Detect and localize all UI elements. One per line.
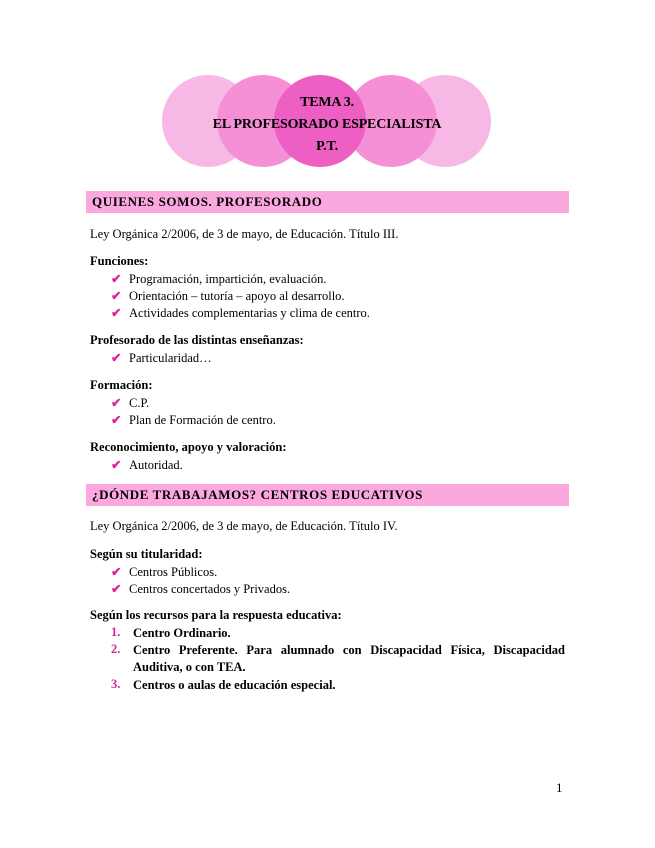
law-reference-2: Ley Orgánica 2/2006, de 3 de mayo, de Educación. Título IV. [90, 519, 398, 533]
numbered-item-3-text: Centros o aulas de educación especial. [133, 678, 336, 692]
title-line-3: P.T. [316, 139, 338, 154]
numbered-item-2: 2. [111, 642, 121, 656]
check-icon: ✔ [111, 413, 122, 427]
list-item: ✔ Programación, impartición, evaluación. [111, 272, 327, 286]
check-icon: ✔ [111, 306, 122, 320]
numbered-item-2-text: Centro Preferente. Para alumnado con Discapacidad Física, Discapacidad Auditiva, o con TEA. [133, 643, 565, 674]
numbered-item-1: 1. [111, 625, 121, 639]
section-heading-quienes-somos: QUIENES SOMOS. PROFESORADO [86, 191, 569, 213]
list-item: ✔ C.P. [111, 396, 150, 410]
check-icon: ✔ [111, 396, 122, 410]
list-item: ✔ Particularidad… [111, 351, 212, 365]
check-icon: ✔ [111, 565, 122, 579]
check-icon: ✔ [111, 458, 122, 472]
reconocimiento-label: Reconocimiento, apoyo y valoración: [90, 440, 287, 454]
check-icon: ✔ [111, 582, 122, 596]
list-item: ✔ Centros concertados y Privados. [111, 582, 291, 596]
document-title [162, 92, 492, 158]
title-line-1: TEMA 3. [300, 95, 354, 110]
list-item: ✔ Centros Públicos. [111, 565, 218, 579]
check-icon: ✔ [111, 289, 122, 303]
funciones-label: Funciones: [90, 254, 149, 268]
titularidad-label: Según su titularidad: [90, 547, 203, 561]
list-item: ✔ Actividades complementarias y clima de centro. [111, 306, 370, 320]
numbered-item-1-text: Centro Ordinario. [133, 626, 231, 640]
page-number: 1 [556, 780, 563, 795]
check-icon: ✔ [111, 272, 122, 286]
recursos-label: Según los recursos para la respuesta educativa: [90, 608, 342, 622]
profesorado-label: Profesorado de las distintas enseñanzas: [90, 333, 304, 347]
title-line-2: EL PROFESORADO ESPECIALISTA [212, 117, 442, 132]
numbered-item-3: 3. [111, 677, 121, 691]
list-item: ✔ Orientación – tutoría – apoyo al desarrollo. [111, 289, 345, 303]
list-item: ✔ Plan de Formación de centro. [111, 413, 276, 427]
law-reference-1: Ley Orgánica 2/2006, de 3 de mayo, de Educación. Título III. [90, 227, 399, 241]
check-icon: ✔ [111, 351, 122, 365]
formacion-label: Formación: [90, 378, 153, 392]
list-item: ✔ Autoridad. [111, 458, 183, 472]
section-heading-donde-trabajamos: ¿DÓNDE TRABAJAMOS? CENTROS EDUCATIVOS [86, 484, 569, 506]
